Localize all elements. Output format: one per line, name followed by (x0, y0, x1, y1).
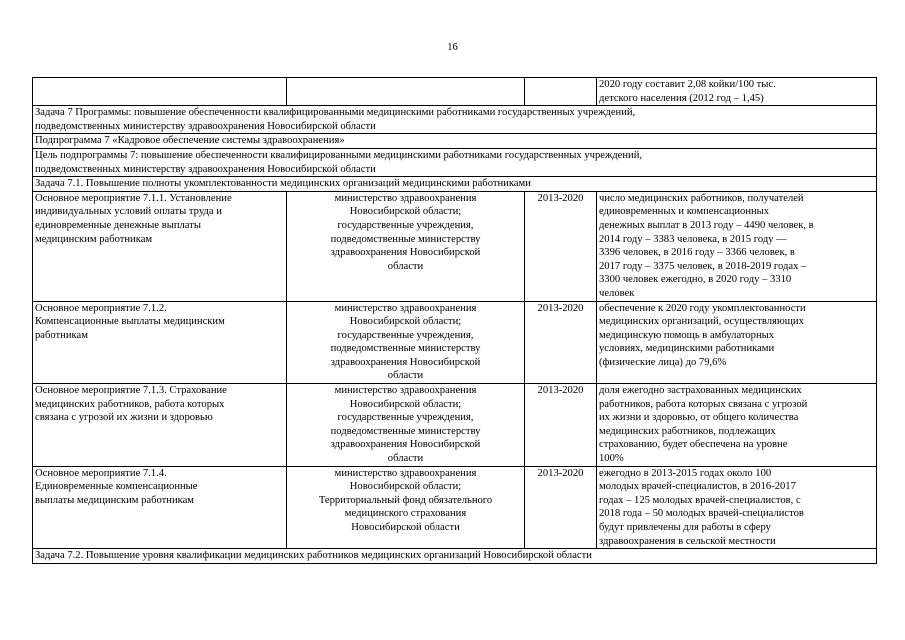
cell-line: доля ежегодно застрахованных медицинских (599, 385, 802, 397)
cell-line: Основное мероприятие 7.1.3. Страхование (35, 385, 227, 397)
section-row (33, 148, 877, 176)
cell-line: министерство здравоохранения (334, 192, 477, 204)
cell-line: 2013-2020 (537, 192, 584, 204)
cell-line: подведомственные министерству (330, 233, 481, 245)
cell-line: здравоохранения Новосибирской (330, 356, 481, 368)
cell-line: их жизни и здоровью, от общего количества (599, 412, 799, 424)
executor-cell (287, 384, 525, 467)
executor-cell (287, 191, 525, 301)
section-cell (33, 106, 877, 134)
period-cell (525, 384, 597, 467)
cell-line: связана с угрозой их жизни и здоровью (35, 412, 213, 424)
activity-cell (33, 466, 287, 549)
cell-line: государственные учреждения, (337, 329, 474, 341)
cell-line: здравоохранения Новосибирской (330, 439, 481, 451)
cell-line: 2013-2020 (537, 302, 584, 314)
program-table (32, 77, 877, 564)
cell-line: индивидуальных условий оплаты труда и (35, 206, 222, 218)
cell-line: 2014 году – 3383 человека, в 2015 году — (599, 233, 787, 245)
cell-line: будут привлечены для работы в сферу (599, 522, 771, 533)
cell-line: области (387, 260, 424, 272)
indicator-cell (597, 78, 877, 106)
executor-cell (287, 466, 525, 549)
cell-line: работникам (35, 329, 88, 341)
cell-line: человек (599, 287, 635, 299)
cell-line: области (387, 370, 424, 382)
cell-line: государственные учреждения, (337, 412, 474, 424)
cell-line: 2017 году – 3375 человек, в 2018-2019 годах – (599, 260, 807, 272)
period-cell (525, 466, 597, 549)
cell-line: Компенсационные выплаты медицинским (35, 316, 225, 328)
cell-line: 2013-2020 (537, 385, 584, 397)
continuation-row (33, 78, 877, 106)
executor-cell (287, 301, 525, 384)
activity-cell (33, 301, 287, 384)
cell-line: медицинским работникам (35, 233, 153, 245)
cell-line: детского населения (2012 год – 1,45) (599, 92, 764, 104)
cell-line: Новосибирской области; (349, 316, 462, 328)
cell-line: медицинского страхования (344, 508, 467, 520)
cell-line: Новосибирской области; (349, 481, 462, 493)
activity-row (33, 301, 877, 384)
cell-line: государственные учреждения, (337, 219, 474, 231)
cell-line: 2013-2020 (537, 467, 584, 479)
cell-line: Основное мероприятие 7.1.1. Установление (35, 192, 232, 204)
cell-line: молодых врачей-специалистов, в 2016-2017 (599, 481, 796, 493)
cell-line: министерство здравоохранения (334, 467, 477, 479)
cell-line: ежегодно в 2013-2015 годах около 100 (599, 467, 772, 479)
cell-line: единовременные денежные выплаты (35, 219, 201, 231)
cell-line: медицинских организаций, осуществляющих (599, 316, 804, 328)
section-row (33, 106, 877, 134)
cell-line: 3300 человек ежегодно, в 2020 году – 3310 (599, 274, 792, 286)
period-cell (525, 191, 597, 301)
cell-line: условиях, медицинскими работниками (599, 343, 775, 355)
cell-line: Единовременные компенсационные (35, 481, 198, 493)
cell-line: области (387, 453, 424, 465)
activity-cell (33, 191, 287, 301)
cell-line: медицинскую помощь в амбулаторных (599, 329, 775, 341)
cell-line: работников, работа которых связана с угрозой (599, 398, 808, 410)
cell-line: Задача 7 Программы: повышение обеспеченности квалифицированными медицинскими работниками государственных учреждений, (35, 107, 636, 119)
cell-line: годах – 125 молодых врачей-специалистов, с (599, 494, 801, 506)
section-row (33, 177, 877, 192)
cell-line: подведомственных министерству здравоохранения Новосибирской области (35, 163, 376, 175)
cell-line: министерство здравоохранения (334, 385, 477, 397)
cell-line: денежных выплат в 2013 году – 4490 человек, в (599, 219, 814, 231)
cell-line: обеспечение к 2020 году укомплектованности (599, 302, 806, 314)
section-cell (33, 134, 877, 149)
section-row (33, 134, 877, 149)
cell-line: Цель подпрограммы 7: повышение обеспеченности квалифицированными медицинскими работниками государственных учреждений, (35, 149, 643, 161)
cell-line: Новосибирской области (351, 522, 460, 533)
cell-line: здравоохранения Новосибирской (330, 247, 481, 259)
indicator-cell (597, 301, 877, 384)
cell-line: выплаты медицинским работникам (35, 494, 195, 506)
activity-row (33, 191, 877, 301)
cell-line: единовременных и компенсационных (599, 206, 770, 218)
indicator-cell (597, 384, 877, 467)
cell-line: министерство здравоохранения (334, 302, 477, 314)
cell-line: Подпрограмма 7 «Кадровое обеспечение системы здравоохранения» (35, 135, 345, 147)
cell-line: страхованию, будет обеспечена на уровне (599, 439, 788, 451)
cell-line: здравоохранения в сельской местности (599, 535, 776, 547)
cell-line: медицинских работников, подлежащих (599, 425, 776, 437)
cell-line: Основное мероприятие 7.1.2. (35, 302, 167, 314)
activity-row (33, 466, 877, 549)
period-cell (525, 301, 597, 384)
period-cell (525, 78, 597, 106)
cell-line: Основное мероприятие 7.1.4. (35, 467, 167, 479)
activity-cell (33, 384, 287, 467)
cell-line: Территориальный фонд обязательного (318, 494, 493, 506)
cell-line: число медицинских работников, получателей (599, 192, 804, 204)
cell-line: (физические лица) до 79,6% (599, 356, 727, 368)
section-cell (33, 177, 877, 192)
page-number: 16 (447, 42, 458, 53)
cell-line: подведомственные министерству (330, 425, 481, 437)
activity-cell (33, 78, 287, 106)
section-row (33, 549, 877, 564)
section-cell (33, 148, 877, 176)
cell-line: подведомственные министерству (330, 343, 481, 355)
cell-line: подведомственных министерству здравоохранения Новосибирской области (35, 120, 376, 132)
activity-row (33, 384, 877, 467)
executor-cell (287, 78, 525, 106)
cell-line: Задача 7.1. Повышение полноты укомплектованности медицинских организаций медицинскими работниками (35, 178, 531, 190)
cell-line: 3396 человек, в 2016 году – 3366 человек, в (599, 247, 795, 259)
cell-line: 100% (599, 453, 624, 465)
cell-line: Новосибирской области; (349, 398, 462, 410)
cell-line: 2018 года – 50 молодых врачей-специалистов (599, 508, 804, 520)
cell-line: медицинских работников, работа которых (35, 398, 225, 410)
cell-line: Новосибирской области; (349, 206, 462, 218)
indicator-cell (597, 466, 877, 549)
cell-line: Задача 7.2. Повышение уровня квалификации медицинских работников медицинских организаций Новосибирской области (35, 550, 592, 562)
section-cell (33, 549, 877, 564)
indicator-cell (597, 191, 877, 301)
cell-line: 2020 году составит 2,08 койки/100 тыс. (599, 79, 776, 90)
